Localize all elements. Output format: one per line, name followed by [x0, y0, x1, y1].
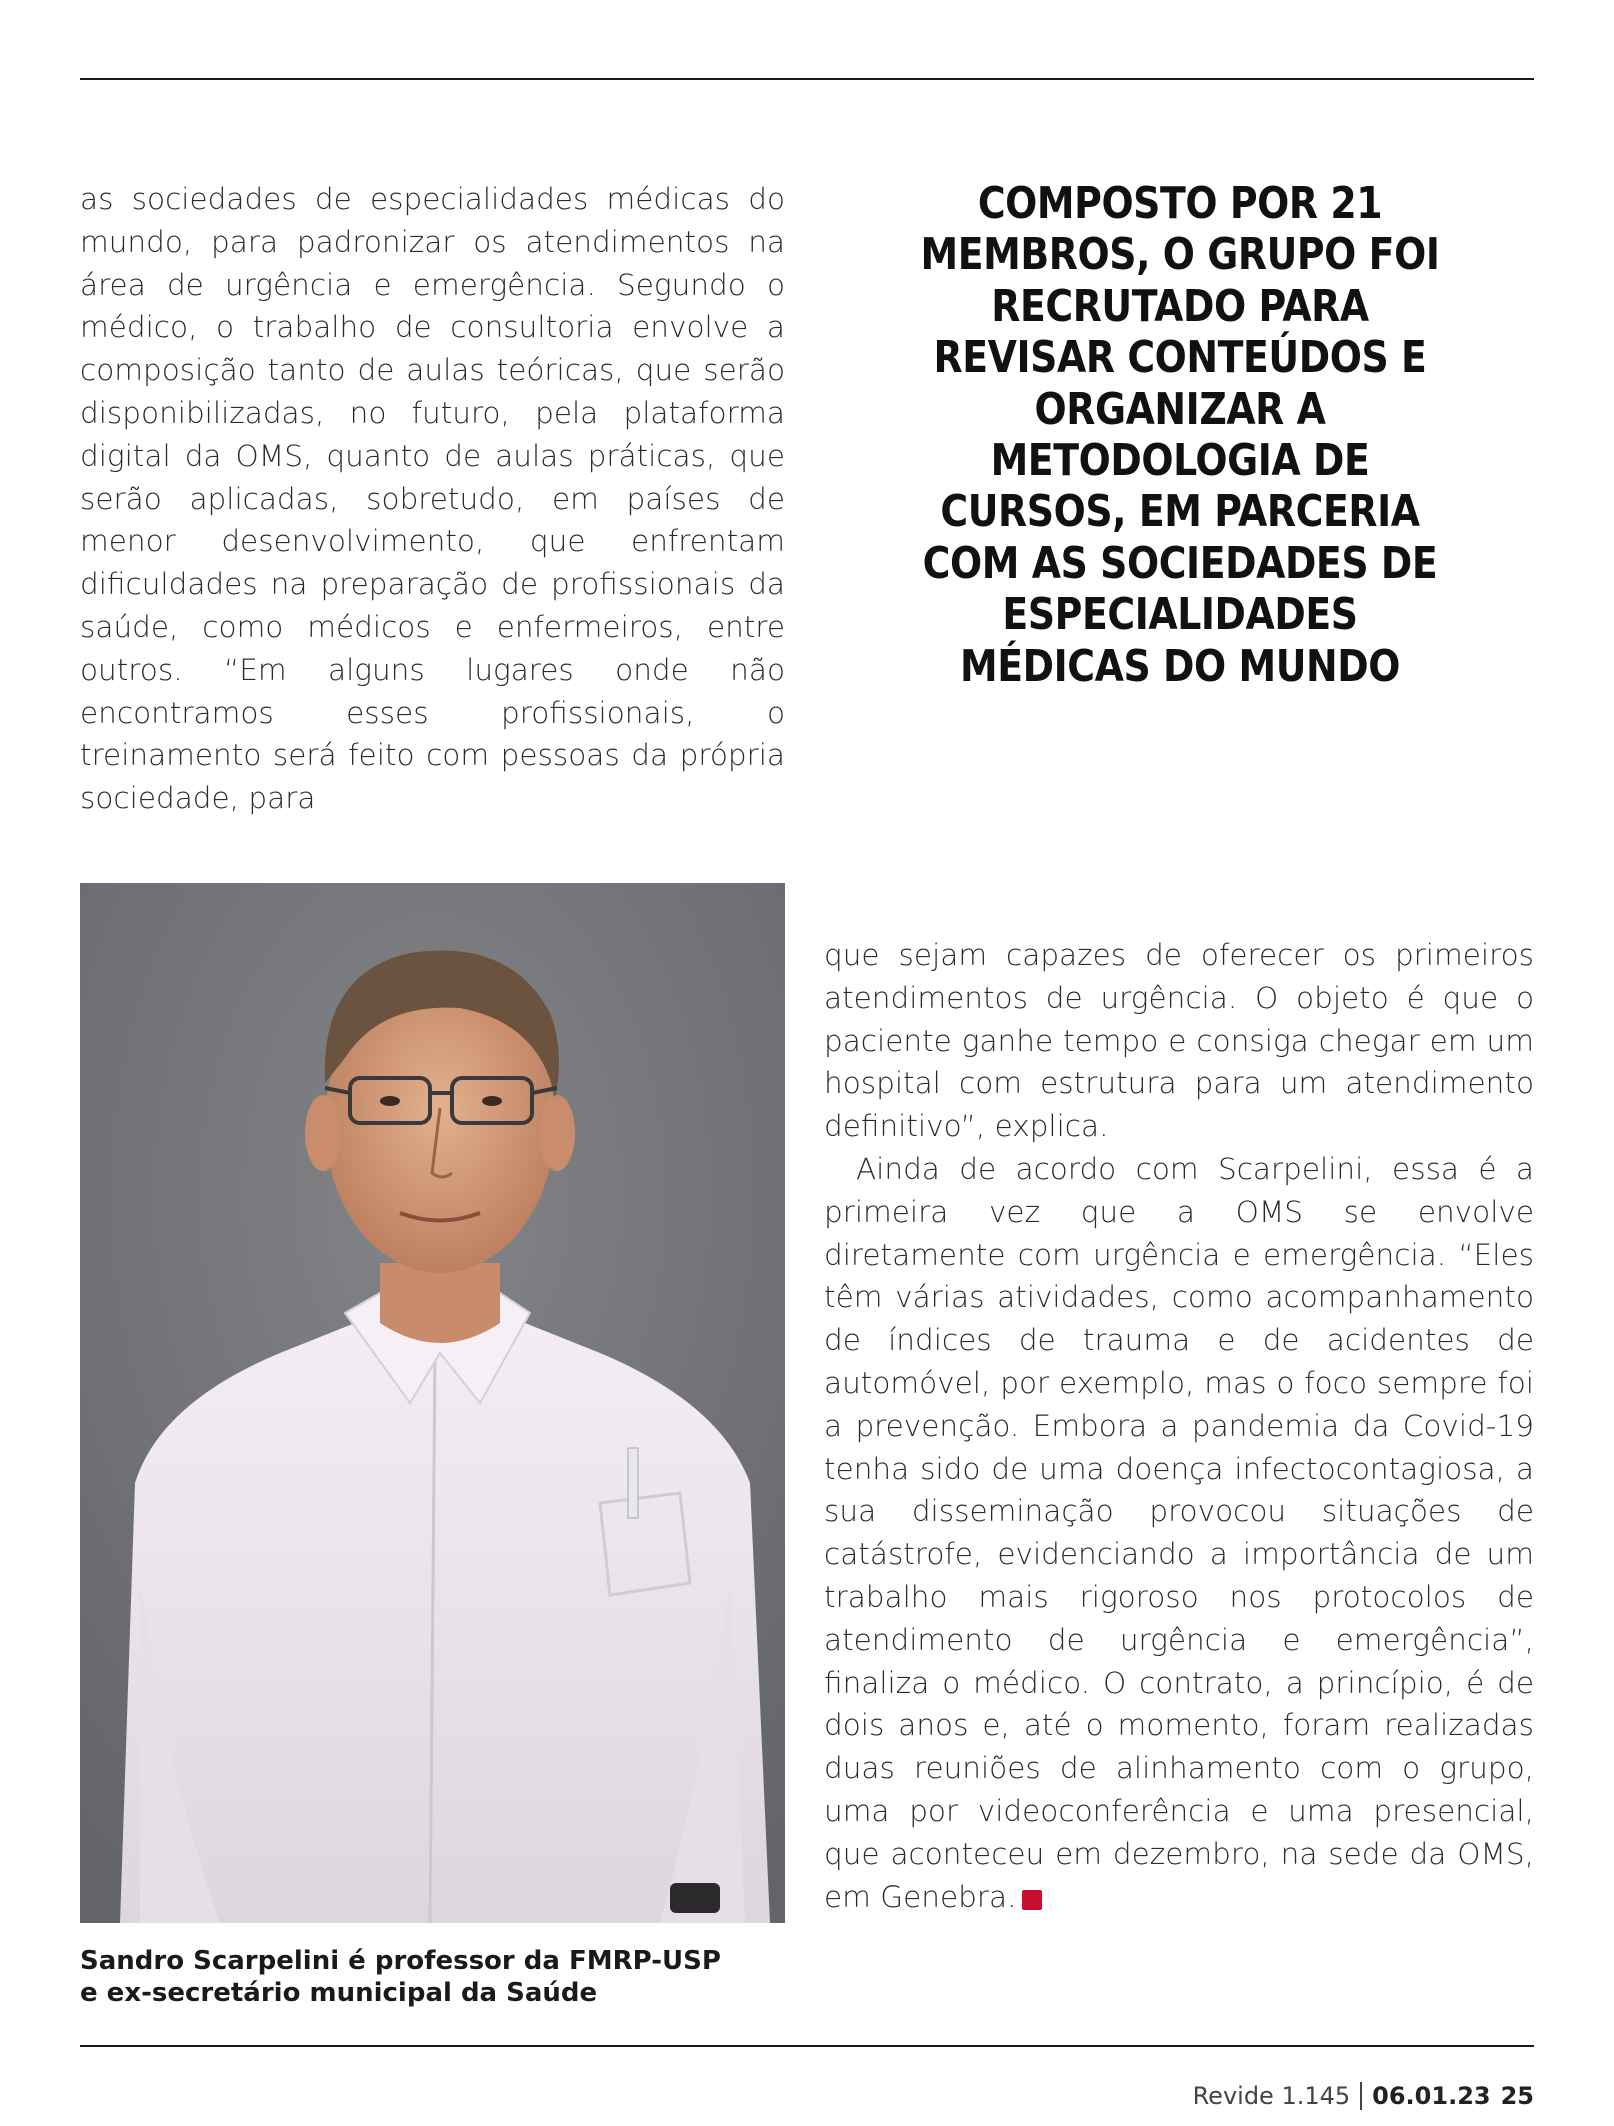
- right-column: [824, 934, 1534, 1918]
- caption-line-2: e ex-secretário municipal da Saúde: [80, 1978, 598, 2008]
- bottom-rule: [80, 2045, 1534, 2047]
- page-footer: [1193, 2082, 1534, 2110]
- footer-magazine: Revide 1.145: [1192, 2082, 1351, 2110]
- right-column-paragraph-1: que sejam capazes de oferecer os primeiros atendimentos de urgência. O objeto é que o paciente ganhe tempo e consiga chegar em um hospital com estrutura para um atendimento definitivo”, explica.: [824, 938, 1534, 1144]
- left-column-text: as sociedades de especialidades médicas do mundo, para padronizar os atendimentos na área de urgência e emergência. Segundo o médico, o trabalho de consultoria envolve a composição tanto de aulas teóricas, que serão disponibilizadas, no futuro, pela plataforma digital da OMS, quanto de aulas práticas, que serão aplicadas, sobretudo, em países de menor desenvolvimento, que enfrentam dificuldades na preparação de profissionais da saúde, como médicos e enfermeiros, entre outros. “Em alguns lugares onde não encontramos esses profissionais, o treinamento será feito com pessoas da própria sociedade, para: [80, 182, 785, 816]
- top-rule: [80, 78, 1534, 80]
- right-column-paragraph-2-wrap: [824, 1148, 1534, 1918]
- portrait-photo: [80, 883, 785, 1923]
- photo-caption: [80, 1945, 785, 2009]
- right-column-paragraph-2: Ainda de acordo com Scarpelini, essa é a primeira vez que a OMS se envolve diretamente com urgência e emergência. “Eles têm várias atividades, como acompanhamento de índices de trauma e de acidentes de automóvel, por exemplo, mas o foco sempre foi a prevenção. Embora a pandemia da Covid-19 tenha sido de uma doença infectocontagiosa, a sua disseminação provocou situações de catástrofe, evidenciando a importância de um trabalho mais rigoroso nos protocolos de atendimento de urgência e emergência”, finaliza o médico. O contrato, a princípio, é de dois anos e, até o momento, foram realizadas duas reuniões de alinhamento com o grupo, uma por videoconferência e uma presencial, que aconteceu em dezembro, na sede da OMS, em Genebra.: [824, 1151, 1534, 1914]
- pull-quote: COMPOSTO POR 21 MEMBROS, O GRUPO FOI RECRUTADO PARA REVISAR CONTEÚDOS E ORGANIZAR A METODOLOGIA DE CURSOS, EM PARCERIA COM AS SOCIEDADES DE ESPECIALIDADES MÉDICAS DO MUNDO: [920, 178, 1440, 692]
- revide-end-mark-icon: R: [1022, 1890, 1042, 1910]
- footer-date: 06.01.23: [1372, 2082, 1491, 2110]
- portrait-illustration: [80, 883, 785, 1923]
- footer-page-number: 25: [1500, 2082, 1534, 2110]
- footer-separator: [1360, 2082, 1362, 2110]
- caption-line-1: Sandro Scarpelini é professor da FMRP-USP: [80, 1946, 721, 1976]
